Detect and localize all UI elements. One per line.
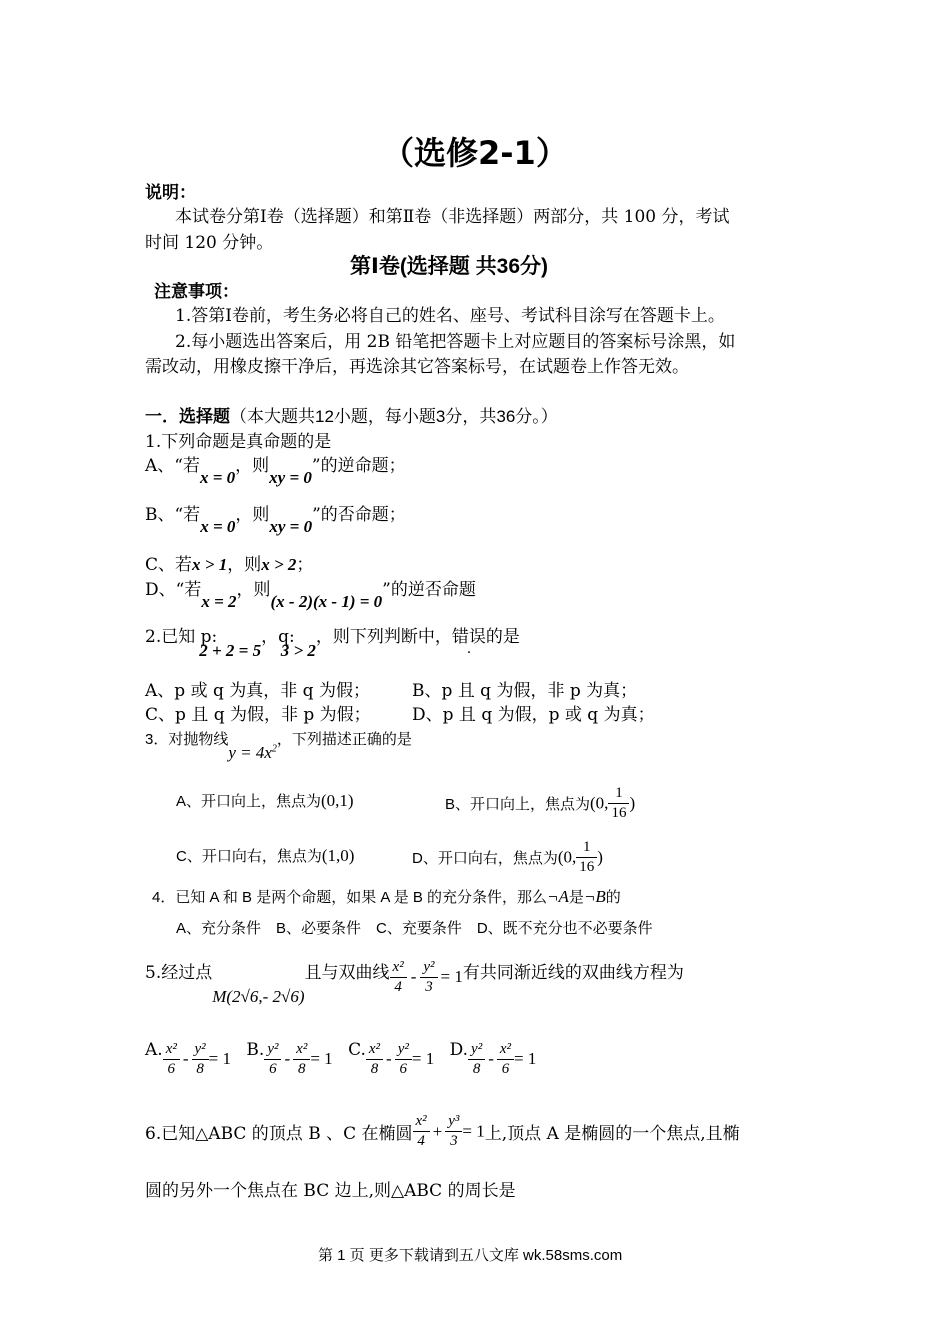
q6-eq: = 1	[462, 1121, 485, 1141]
q2-math-p: 2 + 2 = 5	[199, 641, 262, 660]
q3-stem	[145, 728, 412, 762]
q2-post: ，则下列判断中，	[315, 627, 452, 647]
q6-f1-num: x²	[413, 1112, 430, 1132]
q3-d-fraction	[576, 838, 597, 877]
q4-mid: 是	[568, 889, 584, 906]
q1-option-c	[145, 550, 313, 575]
q5-stem	[145, 958, 684, 1006]
q5-options	[145, 1040, 536, 1079]
q5-c-n2: y²	[395, 1040, 412, 1060]
q3-option-c	[176, 845, 354, 866]
q3-parabola-exp: 2	[271, 743, 277, 755]
q5-option-c	[348, 1040, 434, 1079]
q5-d-minus: -	[488, 1049, 494, 1068]
q5-post: 有共同渐近线的双曲线方程为	[462, 963, 684, 983]
q2-option-b: B、p 且 q 为假，非 p 为真；	[412, 681, 638, 701]
q5-frac-1	[390, 958, 407, 997]
q5-f2-den: 3	[425, 979, 433, 995]
q5-d-frac-2	[497, 1040, 514, 1079]
q3-d-post: )	[597, 847, 603, 867]
q3-b-pre: (0,	[590, 793, 609, 813]
q5-a-d2: 8	[196, 1061, 204, 1077]
q3-b-text: B、开口向上，焦点为	[445, 796, 591, 813]
q5-a-frac-2	[192, 1040, 209, 1079]
q5-a-eq: = 1	[208, 1049, 232, 1068]
q5-a-label: A.	[145, 1040, 163, 1060]
q5-a-d1: 6	[167, 1061, 176, 1077]
q5-frac-2	[420, 958, 437, 997]
q3-d-den: 16	[579, 859, 595, 875]
q5-point: M(2√6,- 2√6)	[212, 987, 305, 1006]
q3-c-text: C、开口向右，焦点为	[176, 848, 322, 865]
q5-option-b	[246, 1040, 332, 1079]
q2-option-c: C、p 且 q 为假，非 p 为假；	[145, 705, 371, 725]
note-2a: 2.每小题选出答案后，用 2B 铅笔把答题卡上对应题目的答案标号涂黑，如	[175, 332, 736, 352]
q3-option-a	[176, 790, 354, 811]
q3-c-point: (1,0)	[321, 846, 355, 865]
q4-not-b: ¬B	[583, 887, 606, 906]
q5-d-eq: = 1	[514, 1049, 537, 1068]
q1-option-b	[145, 500, 406, 536]
page-title: （选修2-1）	[382, 134, 568, 172]
q5-b-d1: 6	[269, 1061, 277, 1077]
q1-a-math-2: xy = 0	[269, 468, 312, 487]
q4-pre: 4．已知 A 和 B 是两个命题，如果 A 是 B 的充分条件，那么	[152, 889, 548, 906]
q3-option-d	[412, 838, 603, 877]
q4-post: 的	[605, 889, 621, 906]
q4-options: A、充分条件 B、必要条件 C、充要条件 D、既不充分也不必要条件	[176, 920, 653, 937]
q6-op: +	[432, 1121, 443, 1141]
q1-c-math-1: x > 1	[192, 555, 228, 574]
q1-a-math-1: x = 0	[199, 468, 236, 487]
q3-post: ，下列描述正确的是	[276, 731, 412, 748]
q6-stem	[145, 1112, 740, 1151]
q3-d-num: 1	[576, 838, 597, 858]
q2-option-a: A、p 或 q 为真，非 q 为假；	[145, 681, 370, 701]
q1-c-pre: C、若	[145, 555, 193, 575]
intro-line-2: 时间 120 分钟。	[145, 233, 274, 253]
q6-f2-num: y³	[445, 1112, 462, 1132]
q5-c-frac-2	[395, 1040, 412, 1079]
q1-option-a	[145, 451, 406, 487]
note-1: 1.答第Ⅰ卷前，考生务必将自己的姓名、座号、考试科目涂写在答题卡上。	[175, 306, 725, 326]
note-2b: 需改动，用橡皮擦干净后，再选涂其它答案标号，在试题卷上作答无效。	[145, 357, 689, 377]
q1-d-math-2: (x - 2)(x - 1) = 0	[270, 592, 383, 611]
q5-a-minus: -	[182, 1049, 189, 1068]
q5-c-n1: x²	[366, 1040, 383, 1060]
q1-b-math-2: xy = 0	[269, 517, 313, 536]
intro-heading: 说明：	[145, 183, 196, 202]
q3-b-den: 16	[611, 805, 627, 821]
q1-a-pre: A、“若	[145, 456, 200, 476]
q5-a-frac-1	[163, 1040, 180, 1079]
q5-a-n2: y²	[192, 1040, 209, 1060]
q3-pre: 3．对抛物线	[145, 731, 229, 748]
q5-b-frac-2	[293, 1040, 310, 1079]
q5-f1-num: x²	[390, 958, 407, 978]
section-1-label: 一．选择题	[145, 407, 230, 426]
q2-stem	[145, 622, 520, 660]
q1-a-post: ”的逆命题；	[311, 456, 406, 476]
q6-frac-2	[445, 1112, 462, 1151]
q1-option-d	[145, 575, 476, 611]
q5-a-n1: x²	[163, 1040, 180, 1060]
q3-option-b	[445, 784, 635, 823]
q4-not-a: ¬A	[547, 887, 569, 906]
q4-stem	[152, 886, 621, 907]
section-1-desc: （本大题共12小题，每小题3分，共36分。）	[230, 407, 558, 426]
q6-post: 上,顶点 A 是椭圆的一个焦点,且椭	[484, 1124, 740, 1144]
q2-mid: ，q:	[261, 627, 295, 647]
q1-c-mid: ，则	[227, 555, 262, 575]
q3-parabola	[228, 743, 277, 762]
q1-a-mid: ，则	[235, 456, 270, 476]
q1-c-post: ；	[296, 555, 314, 575]
q3-d-text: D、开口向右，焦点为	[412, 850, 558, 867]
q2-option-d: D、p 且 q 为假，p 或 q 为真；	[412, 705, 655, 725]
q1-b-post: ”的否命题；	[312, 505, 406, 525]
q1-stem: 1.下列命题是真命题的是	[145, 432, 332, 452]
section-1-heading	[145, 402, 558, 427]
q5-b-minus: -	[284, 1049, 291, 1068]
q1-d-post: ”的逆否命题	[382, 580, 476, 600]
q5-b-eq: = 1	[310, 1049, 333, 1068]
q5-eq: = 1	[440, 967, 463, 986]
q3-a-point: (0,1)	[321, 791, 354, 810]
q5-b-label: B.	[246, 1040, 265, 1060]
q2-pre: 2.已知 p:	[145, 627, 218, 647]
q1-b-math-1: x = 0	[200, 517, 236, 536]
q5-b-d2: 8	[297, 1061, 306, 1077]
q6-pre: 6.已知△ABC 的顶点 B 、C 在椭圆	[145, 1124, 413, 1144]
page-footer: 第 1 页 更多下载请到五八文库 wk.58sms.com	[318, 1247, 623, 1264]
q3-b-num: 1	[608, 784, 629, 804]
q6-f2-den: 3	[450, 1133, 458, 1149]
q5-c-d1: 8	[370, 1061, 379, 1077]
q3-b-post: )	[629, 793, 636, 813]
q5-c-label: C.	[348, 1040, 366, 1060]
q1-d-pre: D、“若	[145, 580, 202, 600]
q5-op: -	[410, 967, 417, 986]
q5-d-label: D.	[449, 1040, 469, 1060]
notes-heading: 注意事项：	[154, 282, 239, 301]
q5-c-frac-1	[366, 1040, 383, 1079]
q6-f1-den: 4	[417, 1133, 425, 1149]
q5-b-n1: y²	[264, 1040, 281, 1060]
q3-parabola-eq: y = 4x	[228, 743, 272, 762]
q6-line-2: 圆的另外一个焦点在 BC 边上,则△ABC 的周长是	[145, 1181, 516, 1201]
q5-d-frac-1	[468, 1040, 485, 1079]
q5-c-minus: -	[386, 1049, 392, 1068]
q3-d-pre: (0,	[557, 847, 577, 867]
q5-d-n1: y²	[468, 1040, 485, 1060]
intro-line-1: 本试卷分第Ⅰ卷（选择题）和第Ⅱ卷（非选择题）两部分，共 100 分，考试	[175, 207, 730, 227]
q1-b-pre: B、“若	[145, 505, 201, 525]
q6-frac-1	[413, 1112, 430, 1151]
q2-math-q: 3 > 2	[280, 641, 316, 660]
q1-c-math-2: x > 2	[261, 555, 297, 574]
q5-d-d1: 8	[472, 1061, 481, 1077]
q5-b-n2: x²	[293, 1040, 310, 1060]
q1-d-math-1: x = 2	[201, 592, 237, 611]
q5-option-d	[450, 1040, 537, 1079]
q3-a-text: A、开口向上，焦点为	[176, 793, 322, 810]
q5-c-eq: = 1	[411, 1049, 435, 1068]
q2-emphasis: 错误	[451, 627, 486, 647]
q5-f1-den: 4	[394, 979, 402, 995]
q3-b-fraction	[608, 784, 629, 823]
q5-option-a	[145, 1040, 231, 1079]
q5-mid: 且与双曲线	[304, 963, 390, 983]
q5-c-d2: 6	[399, 1061, 408, 1077]
q1-b-mid: ，则	[235, 505, 270, 525]
q5-d-n2: x²	[497, 1040, 514, 1060]
q5-b-frac-1	[264, 1040, 281, 1079]
q5-f2-num: y²	[420, 958, 437, 978]
q5-pre: 5.经过点	[145, 963, 213, 983]
q1-d-mid: ，则	[236, 580, 271, 600]
q2-end: 的是	[485, 627, 520, 647]
part1-title: 第Ⅰ卷(选择题 共36分)	[350, 255, 548, 278]
q5-d-d2: 6	[501, 1061, 510, 1077]
